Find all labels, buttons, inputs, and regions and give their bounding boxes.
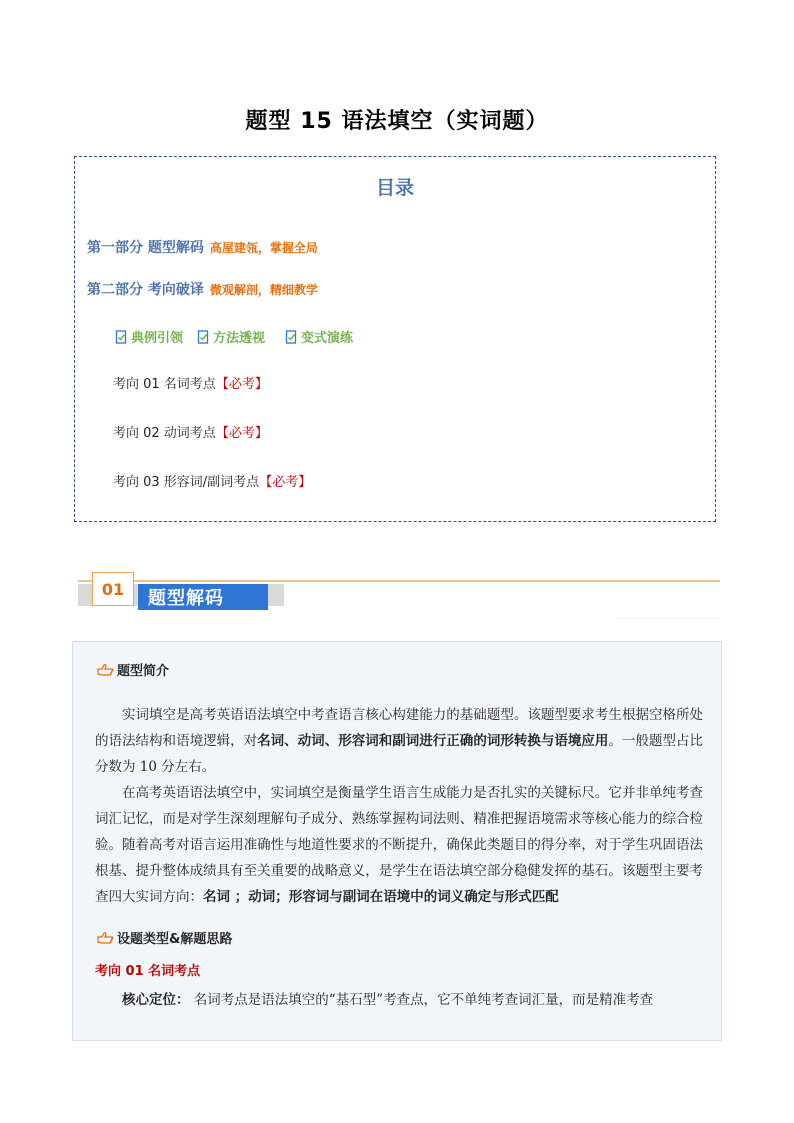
must-tag: 【必考】 — [259, 475, 312, 490]
toc-part-sub: 高屋建瓴，掌握全局 — [209, 241, 318, 255]
toc-nav — [115, 327, 353, 346]
page-title: 题型 15 语法填空（实词题） — [245, 109, 549, 134]
content-box — [72, 641, 722, 1041]
p2-bold: 名词 ；动词；形容词与副词在语境中的词义确定与形式匹配 — [203, 889, 559, 905]
toc-heading: 目录 — [375, 177, 414, 199]
p2-text: 在高考英语语法填空中，实词填空是衡量学生语言生成能力是否扎实的关键标尺。它并非单纯考查词汇记忆，而是对学生深刻理解句子成分、熟练掌握构词法则、精准把握语境需求等核心能力的综合检验。随着高考对语言运用准确性与地道性要求的不断提升，确保此类题目的得分率，对于学生巩固语法根基、提升整体成绩具有至关重要的战略意义，是学生在语法填空部分稳健发挥的基石。该题型主要考查四大实词方向： — [95, 785, 703, 905]
nav-label: 方法透视 — [213, 331, 266, 346]
section-faint-line — [618, 618, 718, 619]
nav-item-methods[interactable] — [197, 327, 265, 346]
toc-part-1[interactable] — [87, 237, 318, 257]
toc-item-text: 考向 01 名词考点 — [113, 377, 216, 392]
sub-heading-noun: 考向 01 名词考点 — [95, 964, 201, 979]
document-check-icon — [285, 330, 299, 344]
pointing-hand-icon — [97, 663, 115, 677]
must-tag: 【必考】 — [215, 377, 268, 392]
intro-heading-text: 题型简介 — [117, 664, 170, 679]
section-label: 题型解码 — [138, 584, 268, 610]
intro-paragraph-2 — [95, 780, 703, 910]
pointing-hand-icon — [97, 931, 115, 945]
core-text: 名词考点是语法填空的“基石型”考查点，它不单纯考查词汇量，而是精准考查 — [189, 992, 654, 1008]
toc-item-3[interactable] — [113, 471, 311, 490]
core-positioning — [95, 988, 703, 1008]
toc-part-2[interactable] — [87, 279, 318, 299]
core-label: 核心定位： — [122, 992, 190, 1008]
intro-paragraph-1 — [95, 702, 703, 780]
section-divider — [78, 580, 720, 582]
toc-part-sub: 微观解剖，精细教学 — [209, 283, 318, 297]
nav-label: 变式演练 — [301, 331, 354, 346]
nav-item-examples[interactable] — [115, 327, 183, 346]
nav-label: 典例引领 — [131, 331, 184, 346]
document-check-icon — [197, 330, 211, 344]
must-tag: 【必考】 — [215, 426, 268, 441]
toc-part-label: 第二部分 考向破译 — [87, 282, 204, 298]
intro-heading — [97, 660, 169, 679]
document-check-icon — [115, 330, 129, 344]
p1-text: 实词填空是高考英语语法填空中考查语言核心构建能力的基础题型。该题型要求考生根据空格所处的语法结构和语境逻辑，对 — [95, 707, 703, 749]
toc-item-1[interactable] — [113, 373, 268, 392]
nav-item-practice[interactable] — [285, 327, 353, 346]
types-heading — [97, 928, 232, 947]
toc-item-text: 考向 03 形容词/副词考点 — [113, 475, 260, 490]
toc-item-text: 考向 02 动词考点 — [113, 426, 216, 441]
table-of-contents — [74, 156, 716, 522]
section-header — [78, 572, 720, 622]
p1-bold: 名词、动词、形容词和副词进行正确的词形转换与语境应用 — [257, 733, 609, 749]
p1-tail: 。一般题型占比分数为 10 分左右。 — [95, 733, 704, 775]
section-number: 01 — [92, 572, 134, 606]
toc-item-2[interactable] — [113, 422, 268, 441]
toc-part-label: 第一部分 题型解码 — [87, 240, 204, 256]
types-heading-text: 设题类型&解题思路 — [117, 932, 233, 947]
